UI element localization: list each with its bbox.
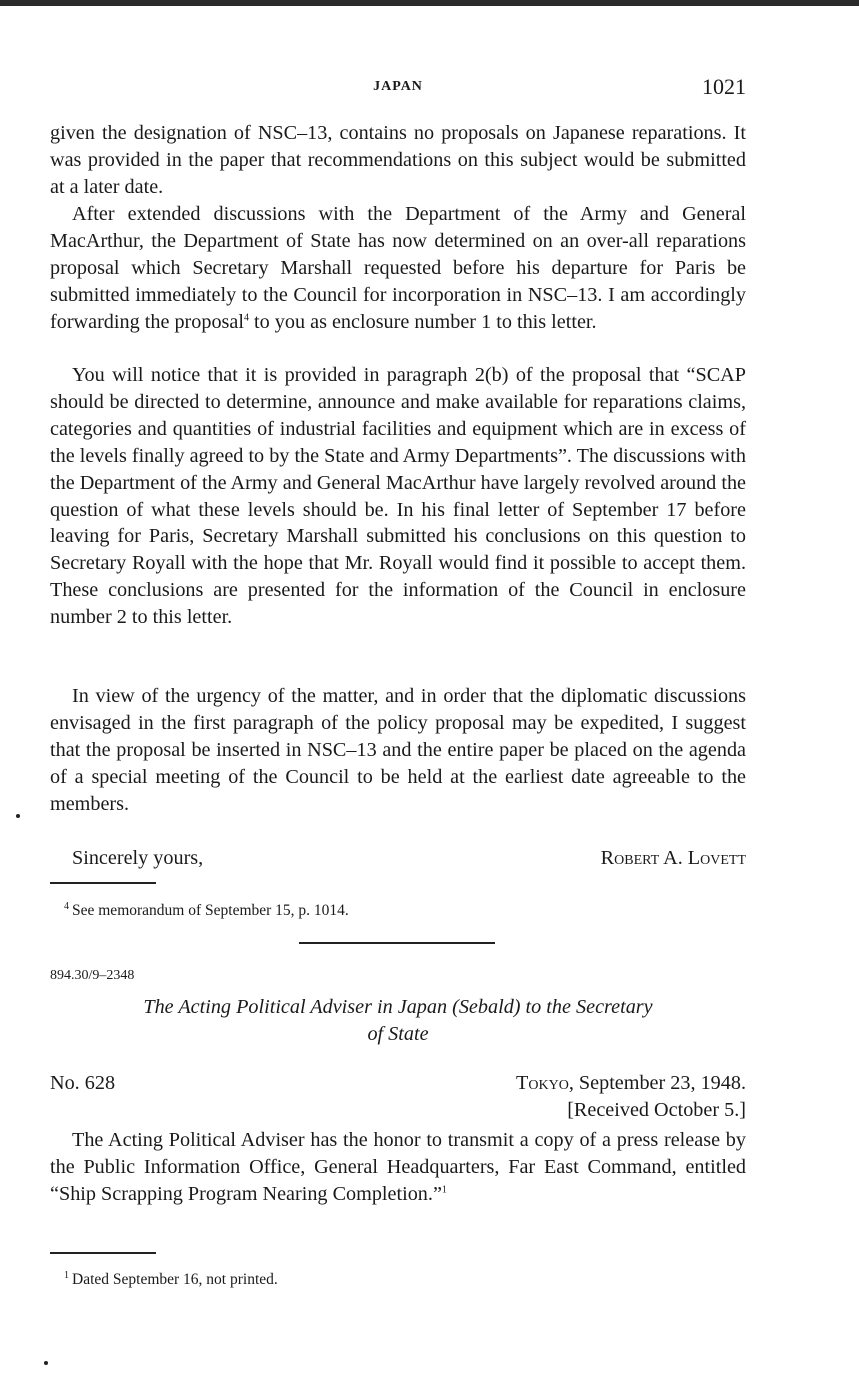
section-divider-rule [299,942,495,944]
footnote-ref-1: 1 [441,1184,447,1196]
document-title-line-2: of State [367,1023,429,1045]
footnote-4-marker: 4 [64,901,69,912]
received-date: [Received October 5.] [567,1099,746,1121]
footnote-1-marker: 1 [64,1270,69,1281]
document-title [50,994,746,1048]
closing-row [50,845,746,872]
footnote-4 [64,897,349,921]
letter-paragraph-3: You will notice that it is provided in paragraph 2(b) of the proposal that “SCAP should be directed to determine, announce and make available for reparations claims, categories and quantities of industrial facilities and equipment which are in excess of the levels finally agreed to by the State and Army Departments”. The discussions with the Department of the Army and General MacArthur have largely revolved around the question of what these levels should be. In his final letter of September 17 before leaving for Paris, Secretary Marshall submitted his conclusions on this question to Secretary Royall with the hope that Mr. Royall would find it possible to accept them. These conclusions are presented for the information of the Council in enclosure number 2 to this letter. [50,364,746,629]
dispatch-line [50,1070,746,1097]
dispatch-body [50,1127,746,1208]
letter-paragraph-1: given the designation of NSC–13, contains no proposals on Japanese reparations. It was provided in the paper that recommendations on this subject would be submitted at a later date. [50,122,746,198]
footnote-1 [64,1266,278,1290]
scan-speck [16,814,20,818]
letter-paragraph-4: In view of the urgency of the matter, and in order that the diplomatic discussions envisaged in the first paragraph of the policy proposal may be expedited, I suggest that the proposal be inserted in NSC–13 and the entire paper be placed on the agenda of a special meeting of the Council to be held at the earliest date agreeable to the members. [50,685,746,815]
page-number: 1021 [702,74,746,99]
dispatch-body-text: The Acting Political Adviser has the honor to transmit a copy of a press release by the Public Information Office, General Headquarters, Far East Command, entitled “Ship Scrapping Program Nearing Completion.” [50,1129,746,1205]
letter-paragraph-2 [50,201,746,336]
footnote-1-text: Dated September 16, not printed. [72,1271,278,1289]
footnote-ref-4: 4 [243,311,249,323]
footnote-rule-top [50,882,156,884]
footnote-4-text: See memorandum of September 15, p. 1014. [72,902,349,920]
signature: Robert A. Lovett [600,847,746,869]
scan-speck [44,1361,48,1365]
running-head-title: JAPAN [373,79,423,94]
closing-salutation: Sincerely yours, [72,847,204,869]
footnote-rule-bottom [50,1252,156,1254]
file-number: 894.30/9–2348 [50,968,135,983]
letter-paragraph-2-text: After extended discussions with the Department of the Army and General MacArthur, the Department of State has now determined on an over-all reparations proposal which Secretary Marshall requested before his departure for Paris be submitted immediately to the Council for incorporation in NSC–13. I am accordingly forwarding the proposal [50,203,746,333]
dispatch-place: Tokyo [516,1072,569,1094]
dispatch-number: No. 628 [50,1072,116,1094]
document-title-line-1: The Acting Political Adviser in Japan (Sebald) to the Secretary [143,996,653,1018]
dispatch-place-date [516,1070,746,1097]
running-head [50,76,746,100]
top-border-rule [0,0,859,6]
received-line [50,1097,746,1124]
letter-paragraph-2-tail: to you as enclosure number 1 to this letter. [248,310,597,333]
dispatch-date: , September 23, 1948. [568,1072,746,1094]
